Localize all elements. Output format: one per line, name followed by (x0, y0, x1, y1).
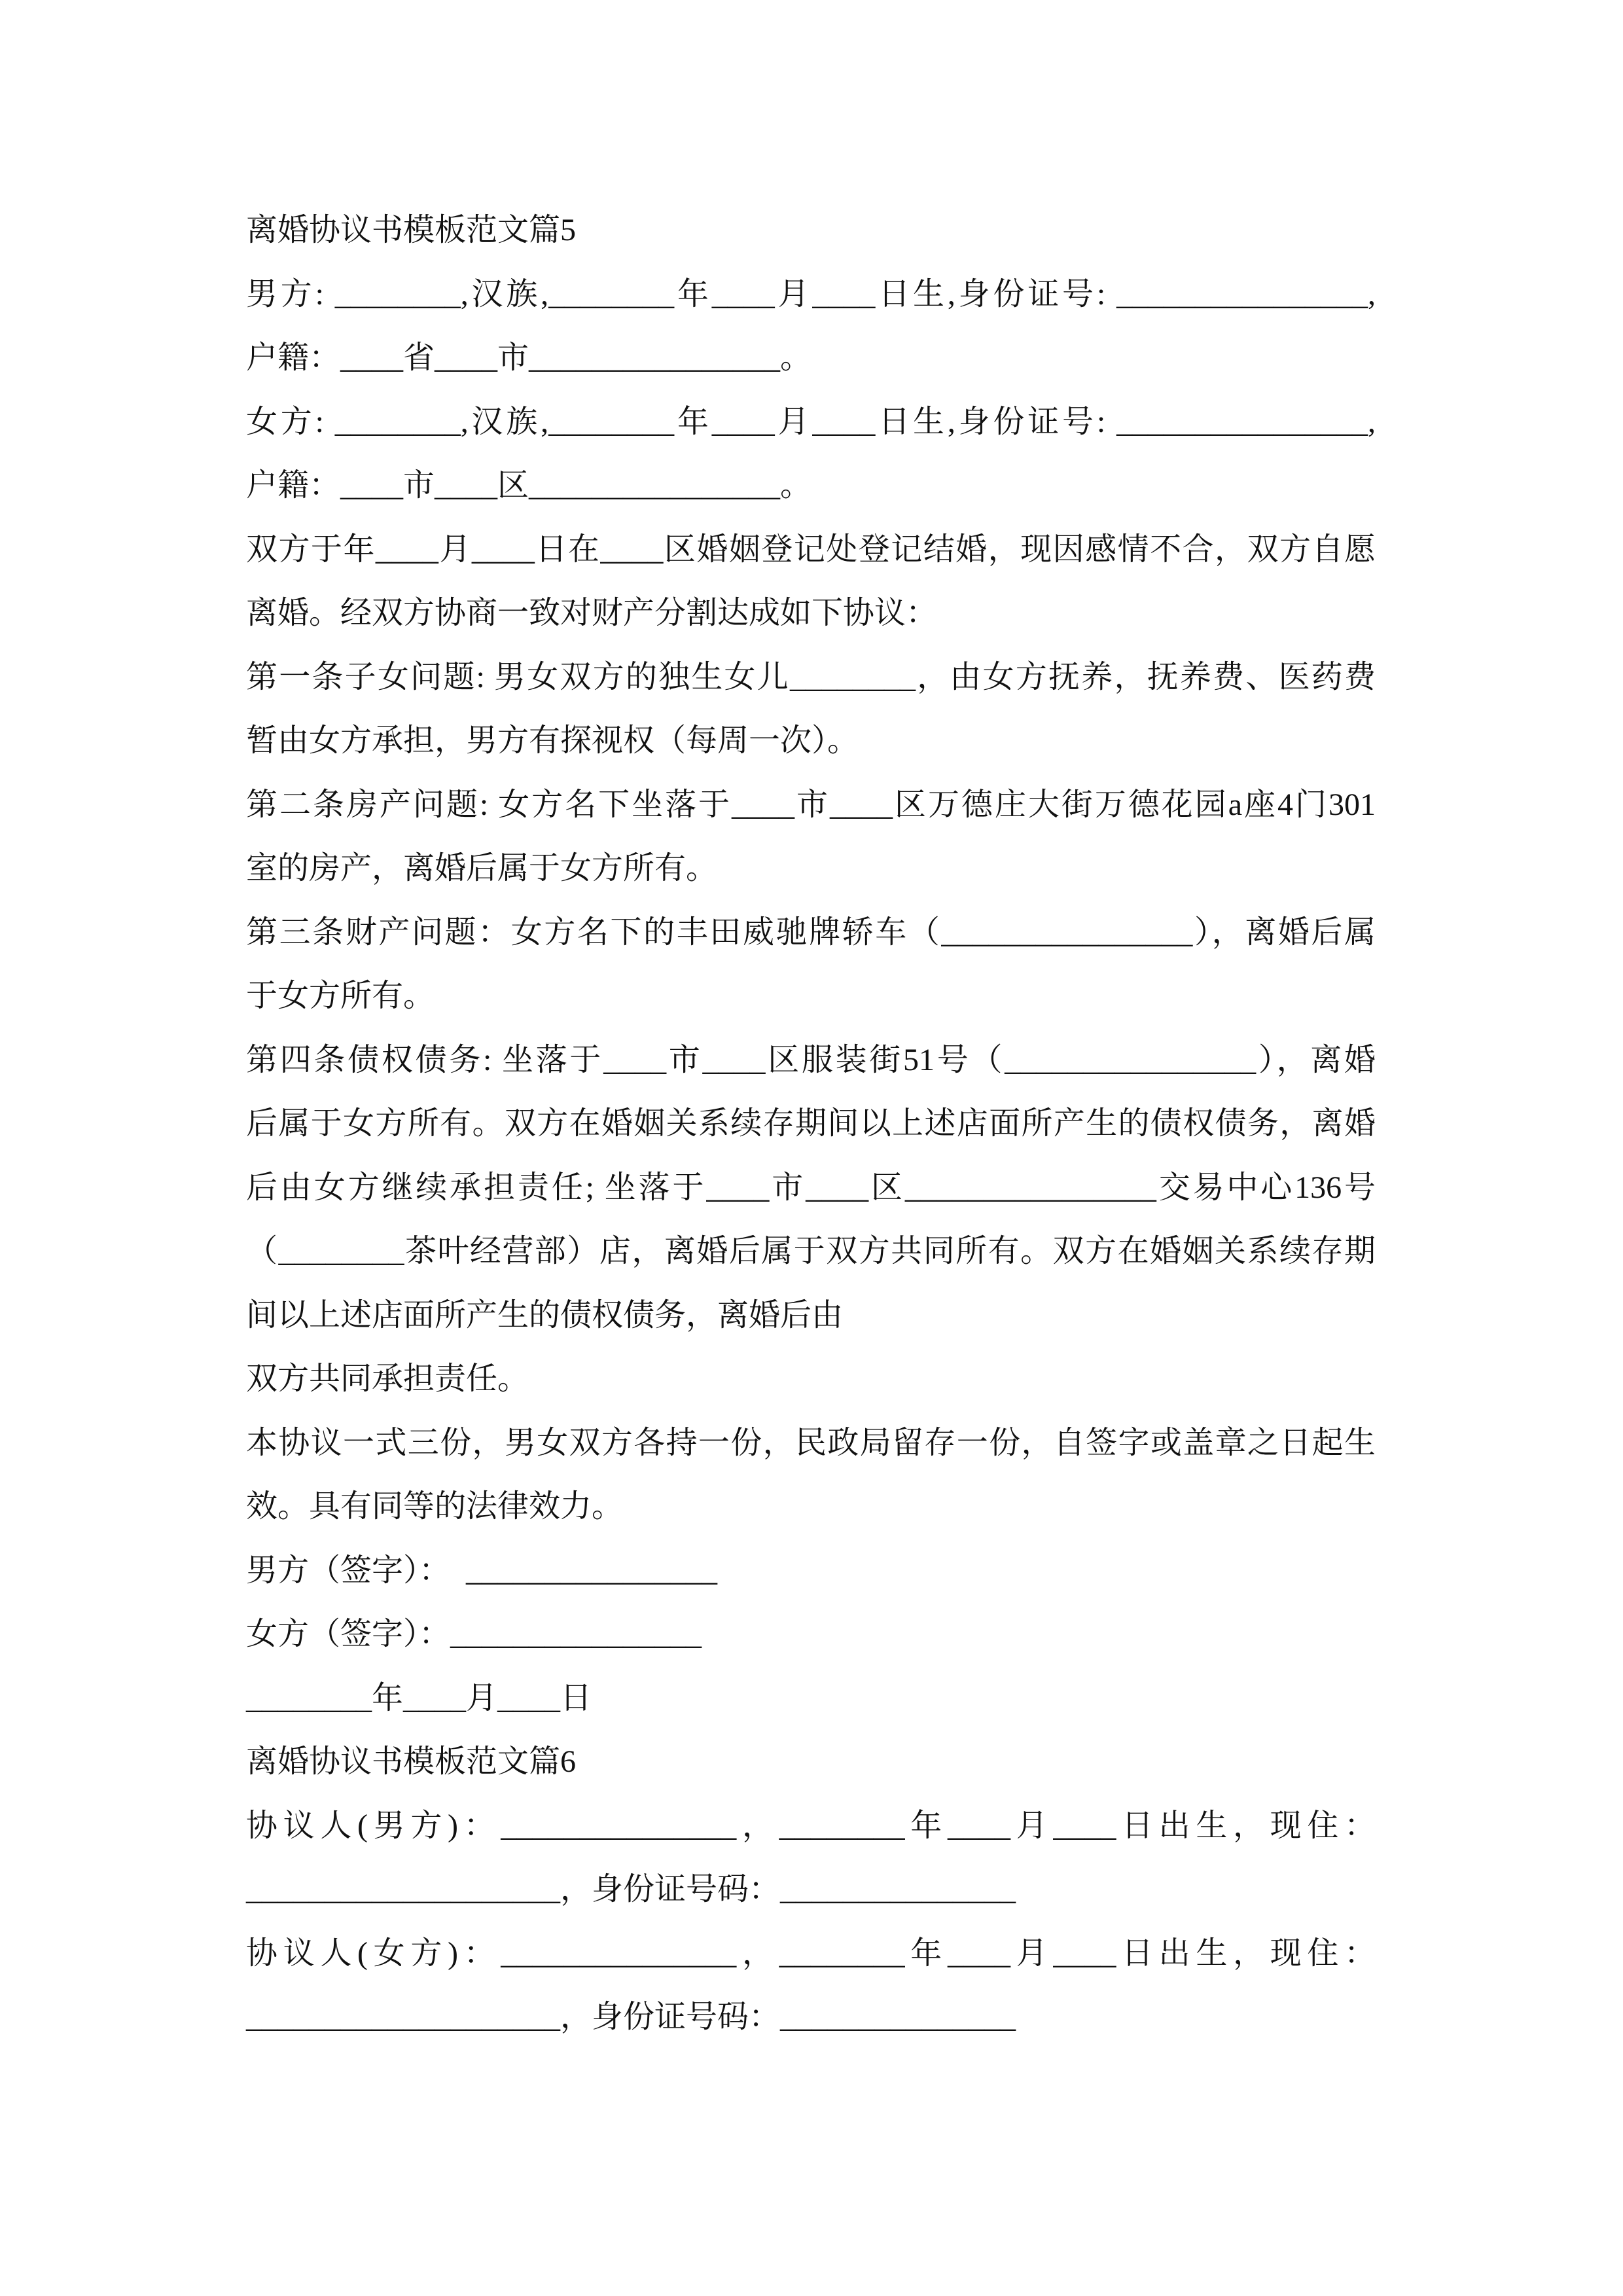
paragraph-line: 效。具有同等的法律效力。 (246, 1489, 624, 1524)
paragraph-line: 双方共同承担责任。 (246, 1361, 529, 1396)
paragraph-line: 暂由女方承担，男方有探视权（每周一次）。 (246, 723, 859, 758)
female-residence-line: 户籍：____市____区________________。 (246, 468, 812, 503)
male-party-line: 男方: ________,汉族,________年____月____日生,身份证号: ________________, (246, 276, 1376, 312)
paragraph-line: 后属于女方所有。双方在婚姻关系续存期间以上述店面所产生的债权债务，离婚 (246, 1106, 1376, 1141)
document-page (246, 198, 1376, 2049)
article-1-line: 第一条子女问题: 男女双方的独生女儿________，由女方抚养，抚养费、医药费 (246, 659, 1376, 694)
paragraph-line: （________茶叶经营部）店，离婚后属于双方共同所有。双方在婚姻关系续存期 (246, 1234, 1376, 1268)
article-3-line: 第三条财产问题：女方名下的丰田威驰牌轿车（________________），离婚后属 (246, 914, 1376, 950)
article-4-line: 第四条债权债务: 坐落于____市____区服装街51号（________________），离婚 (246, 1042, 1376, 1077)
section-title: 离婚协议书模板范文篇5 (246, 213, 577, 247)
male-id-line: ____________________，身份证号码：_______________ (246, 1872, 1016, 1907)
date-line: ________年____月____日 (246, 1680, 592, 1715)
male-signature-line: 男方（签字）： ________________ (246, 1552, 718, 1588)
paragraph-line: 间以上述店面所产生的债权债务，离婚后由 (246, 1297, 844, 1333)
female-party-line: 协议人(女方)：_______________，________年____月____日出生，现住： (246, 1935, 1376, 1971)
paragraph-line: 离婚。经双方协商一致对财产分割达成如下协议： (246, 596, 938, 630)
female-party-line: 女方: ________,汉族,________年____月____日生,身份证号: ________________, (246, 404, 1376, 439)
paragraph-line: 于女方所有。 (246, 978, 435, 1013)
section-title: 离婚协议书模板范文篇6 (246, 1744, 577, 1779)
female-id-line: ____________________，身份证号码：_______________ (246, 2000, 1016, 2034)
paragraph-line: 室的房产，离婚后属于女方所有。 (246, 851, 718, 886)
paragraph-line: 本协议一式三份，男女双方各持一份，民政局留存一份，自签字或盖章之日起生 (246, 1425, 1376, 1460)
female-signature-line: 女方（签字）：________________ (246, 1617, 702, 1651)
male-residence-line: 户籍：____省____市________________。 (246, 340, 812, 375)
article-2-line: 第二条房产问题: 女方名下坐落于____市____区万德庄大街万德花园a座4门301 (246, 787, 1376, 822)
paragraph-line: 双方于年____月____日在____区婚姻登记处登记结婚，现因感情不合，双方自愿 (246, 531, 1376, 567)
paragraph-line: 后由女方继续承担责任; 坐落于____市____区________________交易中心136号 (246, 1170, 1376, 1205)
male-party-line: 协议人(男方)：_______________，________年____月____日出生，现住： (246, 1808, 1376, 1843)
